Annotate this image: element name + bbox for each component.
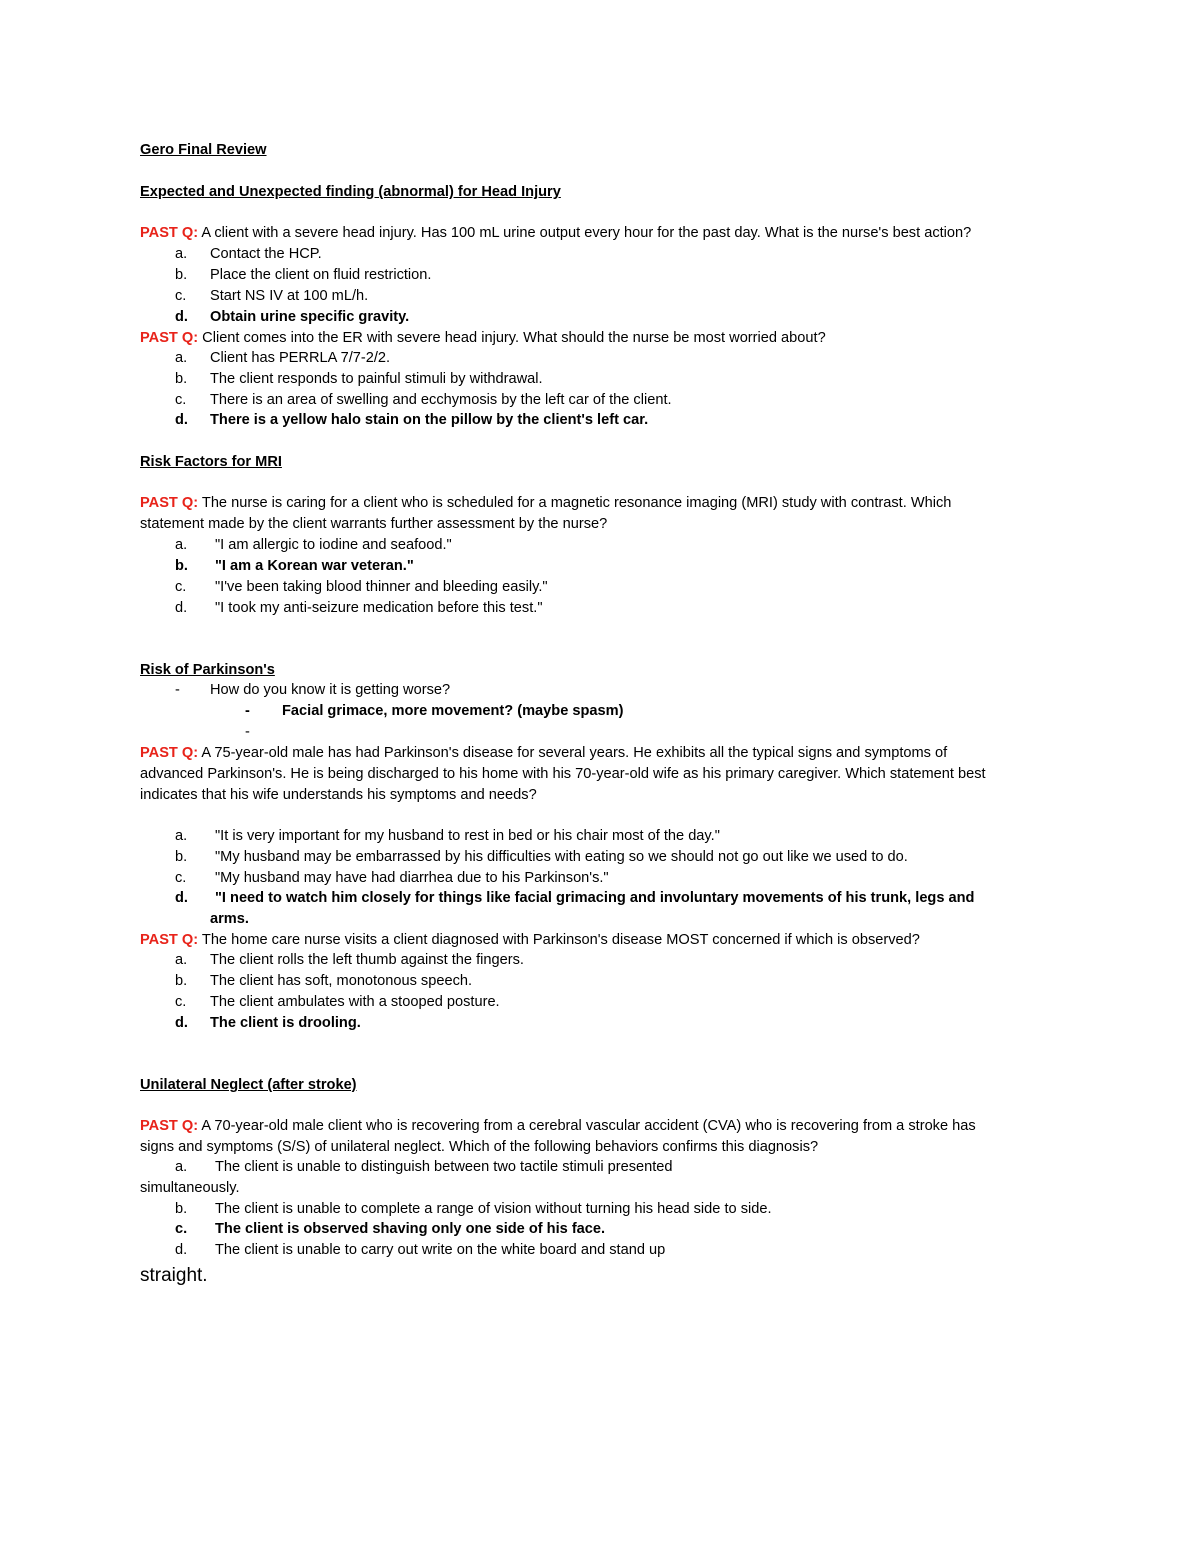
option-letter: a.: [175, 952, 188, 968]
option-letter: a.: [175, 537, 188, 553]
option-text: The client is unable to complete a range of vision without turning his head side to side.: [215, 1201, 772, 1217]
option-text: Obtain urine specific gravity.: [210, 309, 410, 325]
question-mri-1: [140, 493, 951, 513]
question-neglect-1: [140, 1116, 976, 1136]
question-head-injury-1: [140, 223, 971, 243]
question-head-injury-2: [140, 328, 826, 348]
option-text: "My husband may be embarrassed by his difficulties with eating so we should not go out like we used to do.: [215, 849, 908, 865]
option-letter: a.: [175, 1159, 188, 1175]
option-text: There is a yellow halo stain on the pillow by the client's left car.: [210, 412, 649, 428]
option-d-continued: straight.: [140, 1265, 208, 1286]
option-text: Client has PERRLA 7/7-2/2.: [210, 350, 391, 366]
option-text: The client is observed shaving only one side of his face.: [215, 1221, 606, 1237]
bullet-marker: -: [245, 724, 250, 740]
section-heading-parkinsons: Risk of Parkinson's: [140, 662, 275, 678]
option-text: The client rolls the left thumb against the fingers.: [210, 952, 524, 968]
option-letter: c.: [175, 288, 187, 304]
option-letter: b.: [175, 558, 188, 574]
question-text: Client comes into the ER with severe head injury. What should the nurse be most worried about?: [202, 330, 826, 346]
option-letter: c.: [175, 870, 187, 886]
option-a-continued: simultaneously.: [140, 1180, 240, 1196]
option-letter: a.: [175, 350, 188, 366]
option-letter: b.: [175, 371, 188, 387]
option-text: "I am a Korean war veteran.": [215, 558, 414, 574]
option-text: The client ambulates with a stooped posture.: [210, 994, 500, 1010]
question-text: The nurse is caring for a client who is scheduled for a magnetic resonance imaging (MRI) study with contrast. Which: [201, 495, 952, 511]
past-q-label: PAST Q:: [140, 932, 199, 948]
bullet-marker: -: [175, 682, 180, 698]
past-q-label: PAST Q:: [140, 225, 199, 241]
bullet-text: How do you know it is getting worse?: [210, 682, 451, 698]
question-text-continued: signs and symptoms (S/S) of unilateral neglect. Which of the following behaviors confirms this diagnosis?: [140, 1139, 819, 1155]
option-letter: c.: [175, 1221, 188, 1237]
option-text: The client is unable to distinguish between two tactile stimuli presented: [215, 1159, 673, 1175]
page-title: Gero Final Review: [140, 142, 267, 158]
question-text-continued: advanced Parkinson's. He is being discharged to his home with his 70-year-old wife as his primary caregiver. Which statement best: [140, 766, 986, 782]
past-q-label: PAST Q:: [140, 745, 199, 761]
past-q-label: PAST Q:: [140, 495, 199, 511]
option-d-continued: arms.: [210, 911, 249, 927]
option-letter: b.: [175, 267, 188, 283]
option-letter: b.: [175, 1201, 188, 1217]
option-letter: a.: [175, 828, 188, 844]
option-letter: b.: [175, 849, 188, 865]
option-letter: c.: [175, 994, 187, 1010]
option-text: "My husband may have had diarrhea due to his Parkinson's.": [215, 870, 609, 886]
option-text: The client has soft, monotonous speech.: [210, 973, 473, 989]
question-text: A 75-year-old male has had Parkinson's disease for several years. He exhibits all the typical signs and symptoms of: [201, 745, 948, 761]
option-letter: c.: [175, 579, 187, 595]
section-heading-unilateral-neglect: Unilateral Neglect (after stroke): [140, 1077, 357, 1093]
option-letter: a.: [175, 246, 188, 262]
option-letter: b.: [175, 973, 188, 989]
option-text: The client is drooling.: [210, 1015, 361, 1031]
option-text: "I took my anti-seizure medication before this test.": [215, 600, 543, 616]
option-text: Place the client on fluid restriction.: [210, 267, 432, 283]
option-text: "I've been taking blood thinner and bleeding easily.": [215, 579, 548, 595]
option-text: "It is very important for my husband to rest in bed or his chair most of the day.": [215, 828, 720, 844]
bullet-text: Facial grimace, more movement? (maybe spasm): [282, 703, 624, 719]
option-letter: d.: [175, 412, 188, 428]
option-text: "I need to watch him closely for things like facial grimacing and involuntary movements of his trunk, legs and: [215, 890, 975, 906]
option-text: Contact the HCP.: [210, 246, 322, 262]
bullet-marker: -: [245, 703, 250, 719]
option-letter: d.: [175, 1015, 188, 1031]
option-letter: d.: [175, 890, 188, 906]
question-text: A client with a severe head injury. Has 100 mL urine output every hour for the past day. What is the nurse's best action?: [201, 225, 972, 241]
option-letter: d.: [175, 309, 188, 325]
option-text: The client is unable to carry out write on the white board and stand up: [215, 1242, 666, 1258]
past-q-label: PAST Q:: [140, 330, 199, 346]
question-text-continued: statement made by the client warrants further assessment by the nurse?: [140, 516, 608, 532]
option-text: "I am allergic to iodine and seafood.": [215, 537, 452, 553]
question-parkinsons-2: [140, 930, 920, 950]
question-text: A 70-year-old male client who is recovering from a cerebral vascular accident (CVA) who is recovering from a stroke has: [201, 1118, 976, 1134]
option-letter: c.: [175, 392, 187, 408]
past-q-label: PAST Q:: [140, 1118, 199, 1134]
option-letter: d.: [175, 1242, 188, 1258]
option-text: There is an area of swelling and ecchymosis by the left car of the client.: [210, 392, 672, 408]
option-text: Start NS IV at 100 mL/h.: [210, 288, 369, 304]
section-heading-mri: Risk Factors for MRI: [140, 454, 282, 470]
option-letter: d.: [175, 600, 188, 616]
question-text-continued: indicates that his wife understands his symptoms and needs?: [140, 787, 537, 803]
option-text: The client responds to painful stimuli by withdrawal.: [210, 371, 543, 387]
question-parkinsons-1: [140, 743, 947, 763]
section-heading-head-injury: Expected and Unexpected finding (abnormal) for Head Injury: [140, 184, 561, 200]
question-text: The home care nurse visits a client diagnosed with Parkinson's disease MOST concerned if which is observed?: [201, 932, 920, 948]
